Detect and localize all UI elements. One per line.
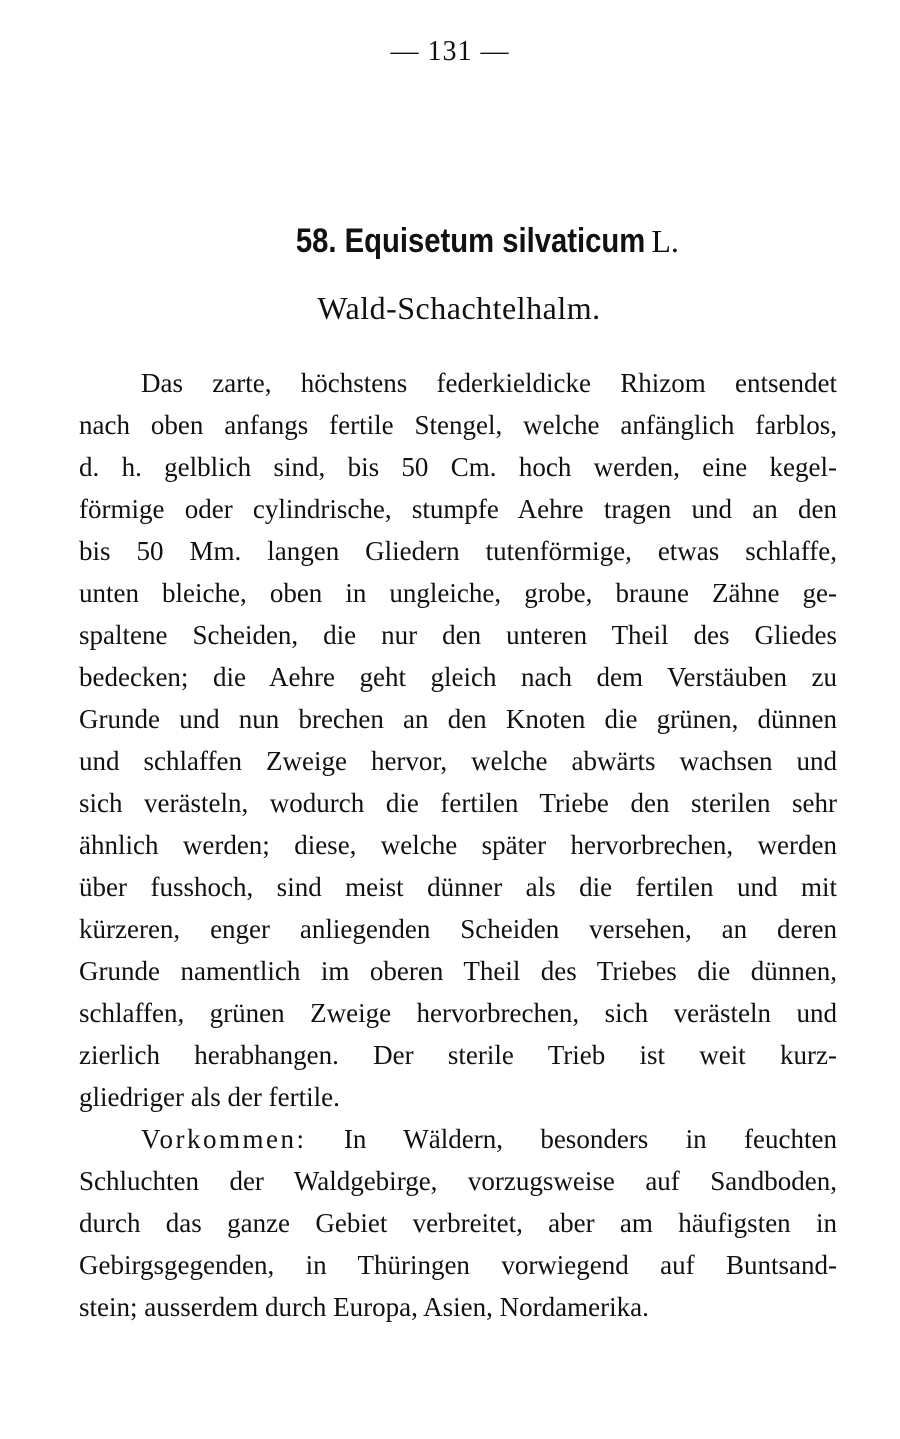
text-line: Grunde namentlich im oberen Theil des Triebes die dünnen, (79, 956, 837, 986)
text-line: durch das ganze Gebiet verbreitet, aber am häufigsten in (79, 1208, 837, 1238)
text-line: förmige oder cylindrische, stumpfe Aehre tragen und an den (79, 494, 837, 524)
text-line: sich verästeln, wodurch die fertilen Triebe den sterilen sehr (79, 788, 837, 818)
text-line: und schlaffen Zweige hervor, welche abwärts wachsen und (79, 746, 837, 776)
common-name: Wald-Schachtelhalm. (317, 290, 601, 326)
species-heading (0, 222, 900, 261)
text-line: nach oben anfangs fertile Stengel, welche anfänglich farblos, (79, 410, 837, 440)
text-line: Grunde und nun brechen an den Knoten die grünen, dünnen (79, 704, 837, 734)
text-line: über fusshoch, sind meist dünner als die fertilen und mit (79, 872, 837, 902)
description-text (79, 362, 837, 1328)
text-line: gliedriger als der fertile. (79, 1082, 340, 1112)
text-line: Das zarte, höchstens federkieldicke Rhizom entsendet (141, 368, 837, 398)
text-line: kürzeren, enger anliegenden Scheiden versehen, an deren (79, 914, 837, 944)
species-author: L. (651, 223, 679, 259)
text-line: Schluchten der Waldgebirge, vorzugsweise auf Sandboden, (79, 1166, 837, 1196)
text-line: stein; ausserdem durch Europa, Asien, Nordamerika. (79, 1292, 649, 1322)
occurrence-first-line (79, 1118, 837, 1160)
text-line: bis 50 Mm. langen Gliedern tutenförmige, etwas schlaffe, (79, 536, 837, 566)
text-line: schlaffen, grünen Zweige hervorbrechen, sich verästeln und (79, 998, 837, 1028)
text-line: Gebirgsgegenden, in Thüringen vorwiegend auf Buntsand- (79, 1250, 837, 1280)
occurrence-label: Vorkommen: (141, 1124, 307, 1154)
text-line: unten bleiche, oben in ungleiche, grobe, braune Zähne ge- (79, 578, 837, 608)
text-line: ähnlich werden; diese, welche später hervorbrechen, werden (79, 830, 837, 860)
species-number-and-name: 58. Equisetum silvaticum (295, 222, 646, 260)
text-line: spaltene Scheiden, die nur den unteren Theil des Gliedes (79, 620, 837, 650)
page-number: — 131 — (390, 36, 510, 67)
text-line: zierlich herabhangen. Der sterile Trieb ist weit kurz- (79, 1040, 837, 1070)
text-line: d. h. gelblich sind, bis 50 Cm. hoch werden, eine kegel- (79, 452, 837, 482)
occurrence-text: In Wäldern, besonders in feuchten (343, 1124, 837, 1154)
text-line: bedecken; die Aehre geht gleich nach dem Verstäuben zu (79, 662, 837, 692)
